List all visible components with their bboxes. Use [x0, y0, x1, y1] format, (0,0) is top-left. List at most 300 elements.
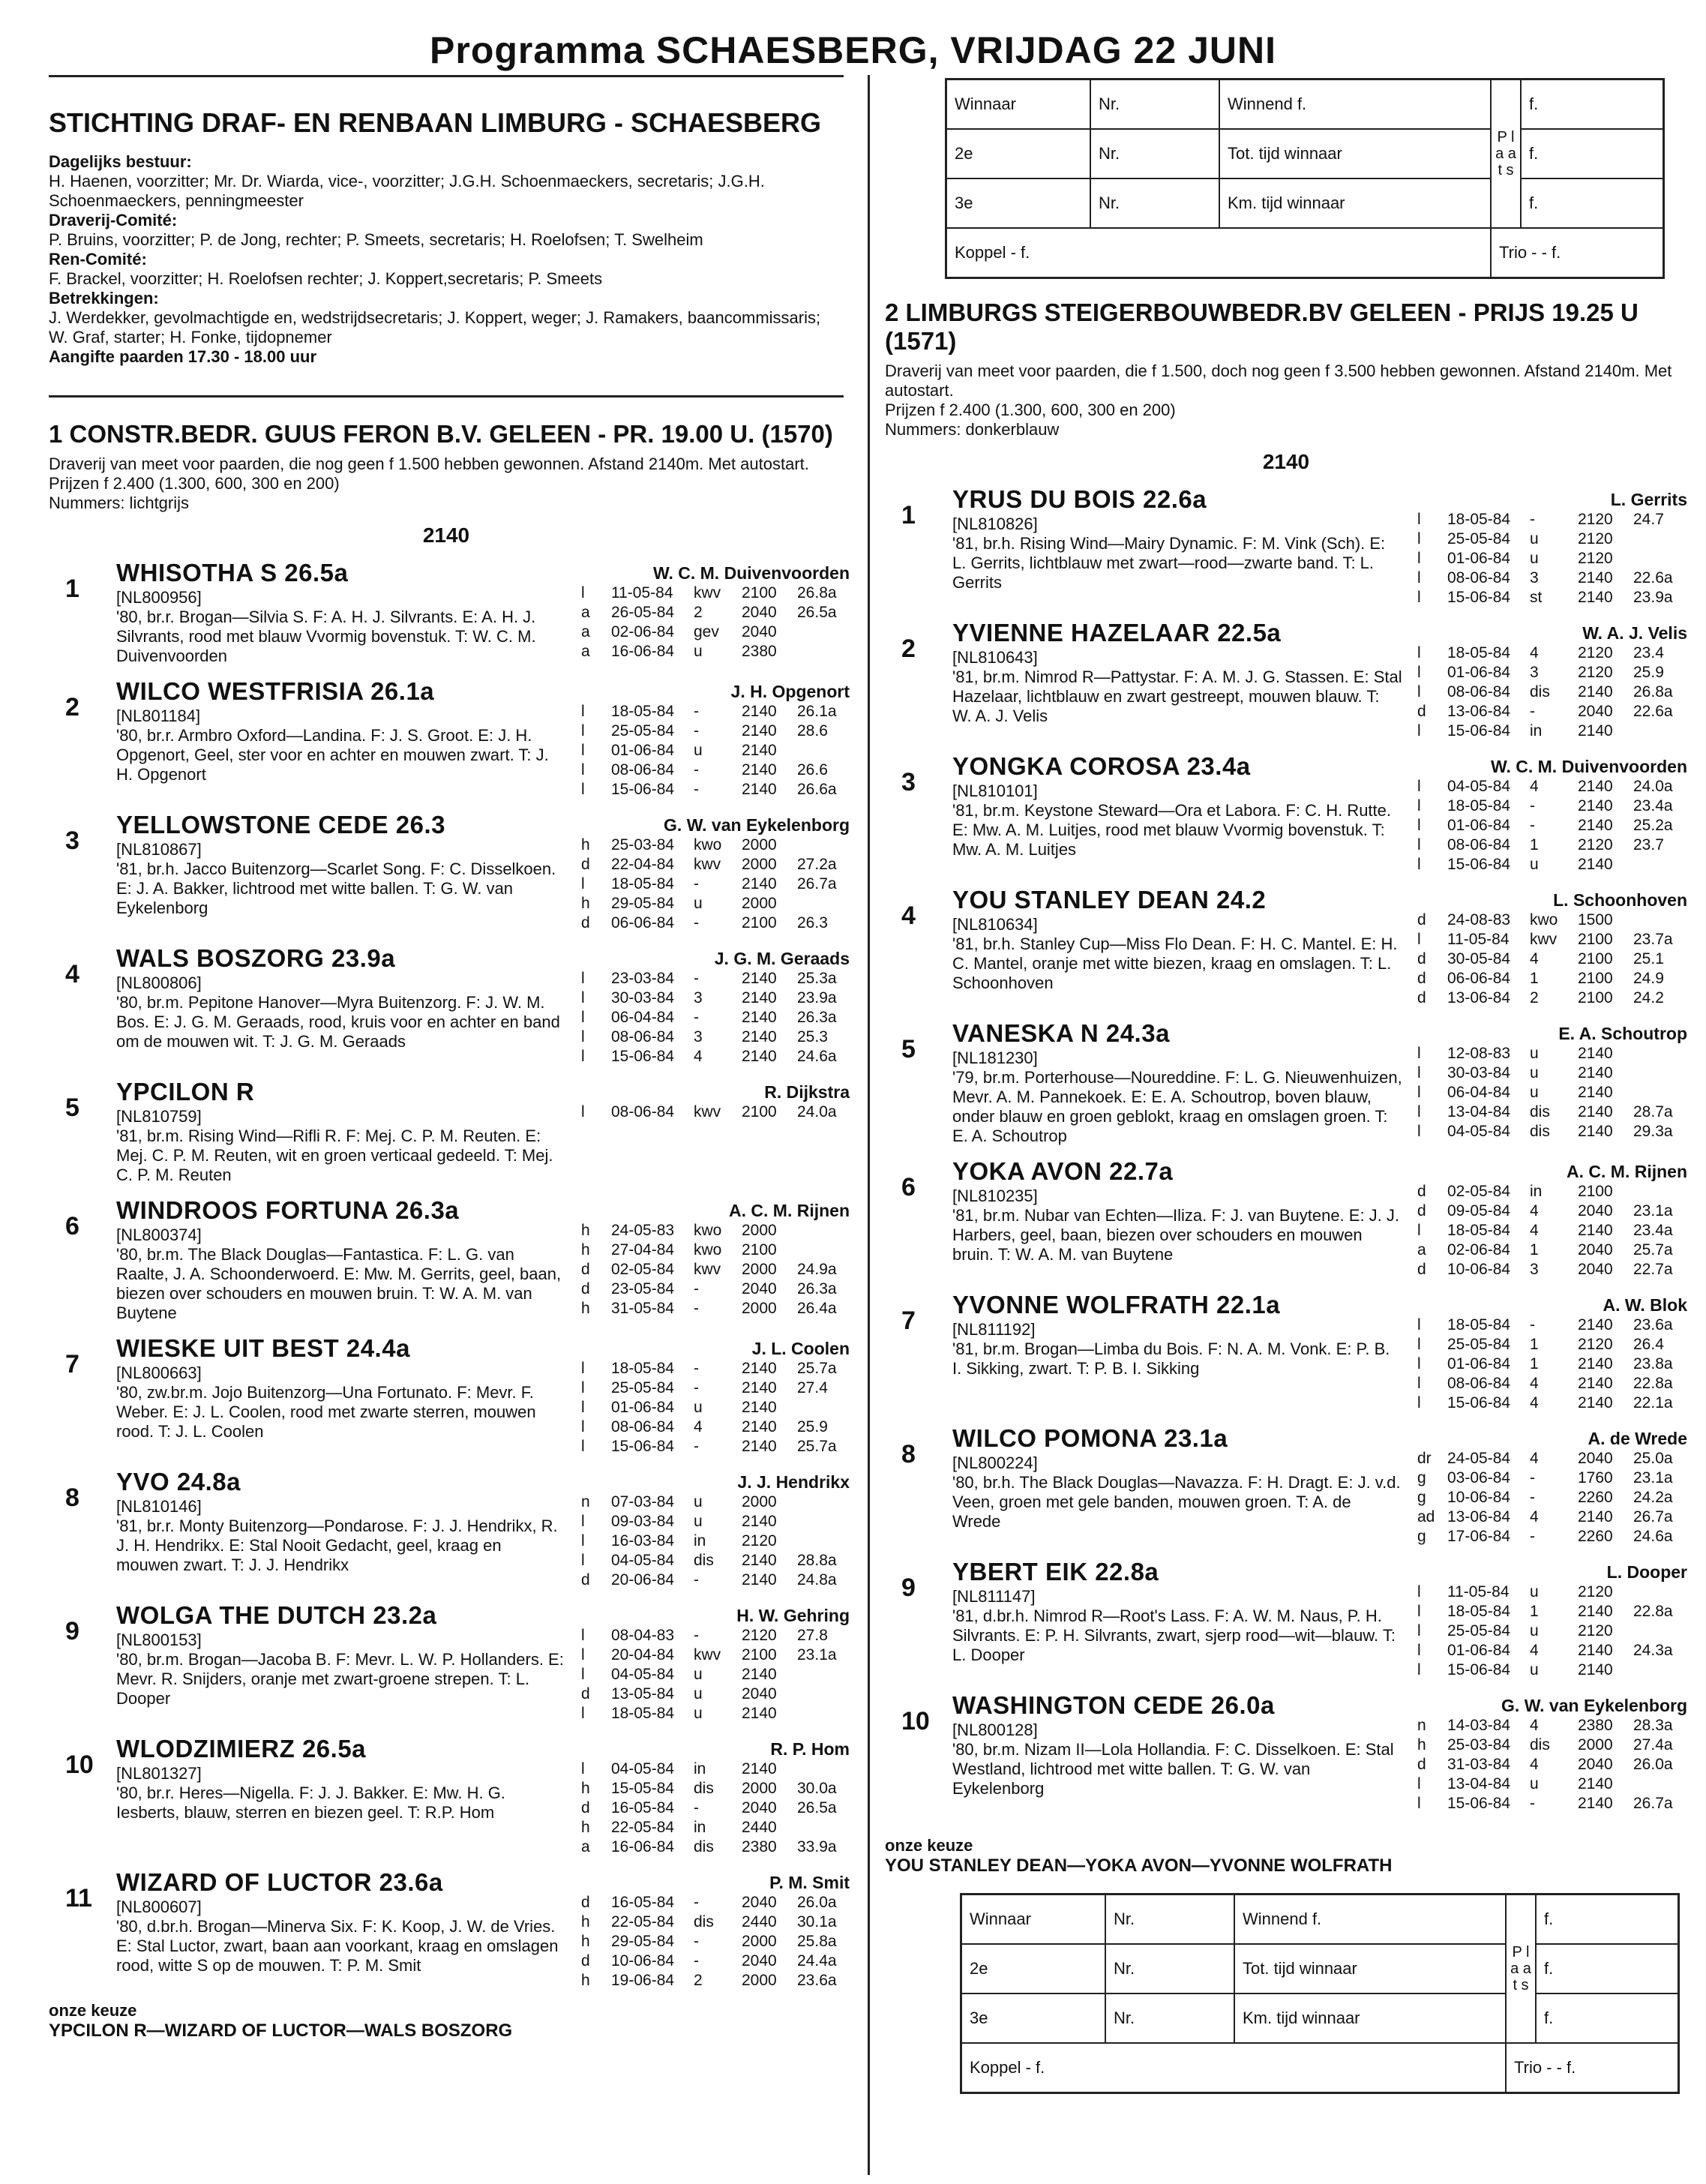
result: -	[1530, 1528, 1535, 1545]
ren-text: F. Brackel, voorzitter; H. Roelofsen rechter; J. Koppert,secretaris; P. Smeets	[49, 269, 603, 288]
track-code: d	[1417, 1261, 1426, 1278]
km-time: 23.7a	[1633, 931, 1673, 948]
track-code: d	[581, 856, 590, 873]
track-code: d	[581, 1799, 590, 1816]
result: 4	[1530, 950, 1539, 968]
horse-name: WLODZIMIERZ 26.5a	[116, 1735, 367, 1762]
track-code: h	[581, 1300, 590, 1317]
km-time: 22.7a	[1633, 1261, 1673, 1278]
track-code: l	[1417, 1583, 1421, 1600]
horse-info	[116, 558, 566, 666]
draverij-label: Draverij-Comité:	[49, 211, 178, 230]
result: u	[1530, 1064, 1539, 1082]
race1-horse-list	[49, 558, 850, 1990]
horse-description: '80, zw.br.m. Jojo Buitenzorg—Una Fortunato. F: Mevr. F. Weber. E: J. L. Coolen, rood met zwarte sterren, mouwen rood. T: J. L. Coolen	[116, 1383, 536, 1441]
horse-performances	[1402, 1290, 1687, 1413]
km-time	[797, 1684, 850, 1704]
ren-label: Ren-Comité:	[49, 250, 147, 268]
horse-registration: [NL800224]	[952, 1454, 1038, 1472]
result: 4	[1530, 1375, 1539, 1392]
result: u	[1530, 1084, 1539, 1101]
km-time: 30.0a	[797, 1780, 837, 1797]
km-time	[797, 1240, 850, 1260]
race-date: 01-06-84	[1447, 550, 1511, 567]
track-code: d	[581, 1261, 590, 1278]
performance-row	[1417, 1716, 1687, 1736]
race-date: 15-06-84	[1447, 1795, 1511, 1812]
track-code: h	[581, 895, 590, 912]
horse-entry	[885, 1424, 1687, 1546]
race-date: 16-05-84	[611, 1799, 675, 1816]
performance-row	[581, 1570, 850, 1590]
horse-info	[116, 1334, 566, 1456]
form-tweede: 2e	[961, 1944, 1106, 1994]
race-distance: 2140	[1578, 569, 1613, 586]
performance-row	[581, 1398, 850, 1418]
horse-trainer: E. A. Schoutrop	[1558, 1024, 1687, 1043]
track-code: l	[581, 1666, 585, 1683]
race-date: 11-05-84	[1447, 931, 1510, 948]
horse-trainer: R. P. Hom	[770, 1739, 850, 1759]
race2-keuze: YOU STANLEY DEAN—YOKA AVON—YVONNE WOLFRATH	[885, 1856, 1393, 1876]
horse-name: WALS BOSZORG 23.9a	[116, 944, 396, 972]
horse-registration: [NL810759]	[116, 1107, 202, 1126]
km-time	[797, 1704, 850, 1724]
km-time: 23.8a	[1633, 1355, 1673, 1372]
result: -	[694, 1360, 699, 1377]
track-code: l	[1417, 1375, 1421, 1392]
form-plaats: P l a a t s	[1506, 1894, 1536, 2044]
race-distance: 2040	[742, 623, 777, 640]
result: 4	[1530, 644, 1539, 662]
horse-number: 1	[901, 501, 916, 530]
form-tot-tijd: Tot. tijd winnaar	[1219, 129, 1491, 178]
race2-title: 2 LIMBURGS STEIGERBOUWBEDR.BV GELEEN - PRIJS 19.25 U (1571)	[885, 298, 1639, 355]
km-time: 25.3a	[797, 970, 837, 987]
horse-number: 4	[65, 960, 79, 988]
performance-row	[581, 1798, 850, 1818]
track-code: d	[581, 914, 590, 932]
track-code: l	[1417, 931, 1421, 948]
track-code: l	[1417, 1103, 1421, 1120]
form-f: f.	[1536, 1994, 1679, 2043]
result: in	[694, 1760, 706, 1778]
horse-registration: [NL810643]	[952, 648, 1038, 667]
result: 3	[1530, 664, 1539, 681]
km-time: 26.3a	[797, 1009, 837, 1026]
result: 4	[1530, 1508, 1539, 1526]
race-distance: 2140	[1578, 1103, 1613, 1120]
horse-description: '81, br.m. Nubar van Echten—Iliza. F: J. van Buytene. E: J. J. Harbers, geel, baan, biezen over schouders en mouwen bruin. T: W. A. M. van Buytene	[952, 1206, 1400, 1264]
km-time: 24.4a	[797, 1952, 837, 1970]
race-date: 24-05-84	[1447, 1450, 1511, 1467]
performance-row	[581, 1932, 850, 1952]
track-code: d	[1417, 1756, 1426, 1773]
track-code: h	[581, 1972, 590, 1989]
km-time: 27.4a	[1633, 1736, 1673, 1754]
race-distance: 2000	[742, 1493, 777, 1510]
form-plaats: P l a a t s	[1491, 80, 1521, 229]
form-derde: 3e	[946, 178, 1091, 228]
result: kwo	[694, 1222, 722, 1239]
horse-info	[952, 1557, 1402, 1680]
race-date: 06-04-84	[1447, 1084, 1511, 1101]
race-date: 22-05-84	[611, 1819, 675, 1836]
horse-number: 8	[901, 1440, 916, 1468]
horse-trainer: J. H. Opgenort	[730, 682, 850, 701]
horse-entry	[49, 676, 850, 800]
race-distance: 2140	[742, 1552, 777, 1569]
track-code: l	[581, 1760, 585, 1778]
km-time: 24.0a	[1633, 778, 1673, 795]
horse-performances	[566, 1196, 850, 1323]
track-code: l	[1417, 664, 1421, 681]
km-time: 26.7a	[1633, 1795, 1673, 1812]
race-date: 25-03-84	[1447, 1736, 1511, 1754]
track-code: l	[581, 989, 585, 1006]
horse-registration: [NL801184]	[116, 706, 201, 725]
horse-entry	[49, 810, 850, 933]
km-time: 25.7a	[797, 1438, 837, 1455]
race-distance: 2040	[742, 1685, 777, 1702]
race-distance: 1760	[1578, 1469, 1613, 1486]
result: -	[694, 1571, 699, 1588]
result: -	[1530, 817, 1535, 834]
horse-entry	[49, 1734, 850, 1857]
km-time: 24.8a	[797, 1571, 837, 1588]
race-distance: 2140	[742, 1571, 777, 1588]
horse-info	[952, 885, 1402, 1008]
result: 4	[1530, 1202, 1539, 1220]
track-code: l	[581, 742, 585, 759]
horse-name: YELLOWSTONE CEDE 26.3	[116, 811, 445, 838]
performance-row	[1417, 1774, 1687, 1794]
betrekkingen-text: J. Werdekker, gevolmachtigde en, wedstrijdsecretaris; J. Koppert, weger; J. Ramakers, baancommissaris; W. Graf, starter; H. Fonke, tijdopnemer	[49, 308, 821, 346]
track-code: a	[581, 1838, 590, 1856]
horse-info	[952, 1156, 1402, 1280]
performance-row	[581, 1626, 850, 1646]
performance-row	[581, 1684, 850, 1704]
race-date: 01-06-84	[1447, 1355, 1511, 1372]
horse-entry	[885, 1018, 1687, 1146]
track-code: d	[1417, 989, 1426, 1006]
race-distance: 2140	[742, 1399, 777, 1416]
race-distance: 2140	[1578, 1795, 1613, 1812]
performance-row	[581, 1838, 850, 1857]
horse-name: YVO 24.8a	[116, 1468, 241, 1496]
race-date: 09-05-84	[1447, 1202, 1511, 1220]
race-date: 02-05-84	[611, 1261, 675, 1278]
form-km-tijd: Km. tijd winnaar	[1234, 1994, 1506, 2043]
race-distance: 2140	[1578, 778, 1613, 795]
horse-trainer: W. A. J. Velis	[1582, 623, 1687, 643]
race-distance: 2140	[1578, 722, 1613, 740]
result: dis	[694, 1780, 714, 1797]
race-date: 24-08-83	[1447, 911, 1511, 928]
horse-number: 5	[65, 1094, 79, 1122]
race-date: 16-03-84	[611, 1532, 675, 1550]
performance-row	[1417, 1354, 1687, 1374]
track-code: l	[1417, 797, 1421, 814]
performance-row	[1417, 1736, 1687, 1755]
race2-numbers: Nummers: donkerblauw	[885, 420, 1060, 439]
race-date: 15-06-84	[1447, 589, 1511, 606]
result: dis	[694, 1552, 714, 1569]
result: 4	[694, 1048, 703, 1065]
result: u	[1530, 1583, 1539, 1600]
track-code: l	[581, 1646, 585, 1664]
horse-description: '79, br.m. Porterhouse—Noureddine. F: L. G. Nieuwenhuizen, Mevr. A. M. Pannekoek. E: E. A. Schoutrop, boven blauw, onder blauw en groen geblokt, kraag en omslagen groen. T: E. A. Schoutrop	[952, 1068, 1402, 1145]
horse-trainer: A. de Wrede	[1588, 1429, 1687, 1448]
horse-performances	[1402, 484, 1687, 608]
horse-registration: [NL810867]	[116, 840, 202, 859]
track-code: l	[1417, 683, 1421, 700]
km-time	[797, 1665, 850, 1684]
result: in	[1530, 722, 1543, 740]
race-distance: 2040	[1578, 1202, 1613, 1220]
performance-row	[1417, 1641, 1687, 1660]
horse-registration: [NL811147]	[952, 1587, 1036, 1606]
track-code: l	[1417, 856, 1421, 873]
track-code: l	[581, 1418, 585, 1436]
result: kwv	[1530, 931, 1558, 948]
result: 1	[1530, 1241, 1539, 1258]
horse-name: YBERT EIK 22.8a	[952, 1558, 1159, 1586]
result: -	[1530, 797, 1535, 814]
performance-row	[581, 702, 850, 722]
performance-row	[1417, 796, 1687, 816]
horse-performances	[566, 1868, 850, 1990]
race-date: 25-05-84	[1447, 1336, 1511, 1353]
horse-entry	[49, 558, 850, 666]
race-distance: 2140	[742, 1513, 777, 1530]
track-code: a	[1417, 1241, 1426, 1258]
track-code: l	[1417, 1603, 1421, 1620]
result: -	[694, 1009, 699, 1026]
race-distance: 2440	[742, 1913, 777, 1930]
form-tweede: 2e	[946, 129, 1091, 178]
race-distance: 2140	[1578, 1123, 1613, 1140]
race-distance: 2140	[742, 970, 777, 987]
km-time: 26.7a	[1633, 1508, 1673, 1526]
race-date: 04-05-84	[611, 1552, 675, 1569]
race-distance: 2140	[1578, 683, 1613, 700]
horse-info	[116, 1868, 566, 1990]
horse-description: '80, br.r. Armbro Oxford—Landina. F: J. S. Groot. E: J. H. Opgenort, Geel, ster voor en achter en mouwen zwart. T: J. H. Opgenort	[116, 726, 549, 784]
form-koppel: Koppel - f.	[961, 2043, 1507, 2093]
track-code: l	[581, 1048, 585, 1065]
race1-prizes: Prijzen f 2.400 (1.300, 600, 300 en 200)	[49, 474, 340, 493]
result: 3	[1530, 1261, 1539, 1278]
performance-row	[581, 1260, 850, 1280]
performance-row	[581, 1665, 850, 1684]
track-code: l	[581, 1103, 585, 1120]
race-distance: 2040	[742, 1952, 777, 1970]
km-time: 26.5a	[797, 604, 837, 621]
horse-info	[952, 484, 1402, 608]
race2-conditions: Draverij van meet voor paarden, die f 1.500, doch nog geen f 3.500 hebben gewonnen. Afstand 2140m. Met autostart.	[885, 362, 1672, 400]
performance-row	[581, 1240, 850, 1260]
draverij-text: P. Bruins, voorzitter; P. de Jong, rechter; P. Smeets, secretaris; H. Roelofsen; T. Swelheim	[49, 230, 703, 249]
race-date: 11-05-84	[611, 584, 673, 602]
race-distance: 2140	[1578, 1355, 1613, 1372]
race-date: 04-05-84	[1447, 1123, 1511, 1140]
result: -	[1530, 703, 1535, 720]
race-date: 15-05-84	[611, 1780, 675, 1797]
race-distance: 2120	[1578, 1583, 1613, 1600]
track-code: l	[581, 1513, 585, 1530]
km-time	[797, 1818, 850, 1838]
performance-row	[581, 1359, 850, 1378]
race-date: 13-04-84	[1447, 1775, 1511, 1792]
km-time: 27.8	[797, 1627, 828, 1644]
km-time	[797, 642, 850, 662]
race-distance: 2100	[742, 584, 777, 602]
race-distance: 2140	[742, 1048, 777, 1065]
track-code: l	[1417, 1661, 1421, 1678]
race-date: 06-06-84	[1447, 970, 1511, 987]
horse-description: '81, br.h. Jacco Buitenzorg—Scarlet Song. F: C. Disselkoen. E: J. A. Bakker, lichtrood met witte ballen. T: G. W. van Eykelenborg	[116, 860, 556, 917]
race-distance: 2040	[1578, 1756, 1613, 1773]
horse-info	[952, 1690, 1402, 1814]
horse-number: 2	[65, 693, 79, 722]
horse-performances	[566, 1334, 850, 1456]
km-time	[797, 1492, 850, 1512]
form-f: f.	[1521, 80, 1664, 130]
horse-description: '80, br.r. Brogan—Silvia S. F: A. H. J. Silvrants. E: A. H. J. Silvrants, rood met blauw Vvormig bovenstuk. T: W. C. M. Duivenvoorden	[116, 608, 536, 665]
track-code: l	[581, 1028, 585, 1046]
performance-row	[1417, 1468, 1687, 1488]
race-distance: 1500	[1578, 911, 1613, 928]
race-distance: 2140	[742, 1705, 777, 1722]
race-distance: 2140	[1578, 1316, 1613, 1334]
horse-number: 6	[901, 1173, 916, 1202]
performance-row	[1417, 910, 1687, 930]
race-date: 30-03-84	[611, 989, 675, 1006]
horse-number: 2	[901, 634, 916, 663]
performance-row	[581, 1952, 850, 1971]
race-date: 18-05-84	[611, 875, 675, 892]
race1-title: 1 CONSTR.BEDR. GUUS FERON B.V. GELEEN - PR. 19.00 U. (1570)	[49, 420, 833, 448]
race-date: 06-06-84	[611, 914, 675, 932]
horse-registration: [NL800663]	[116, 1364, 202, 1382]
horse-performances	[566, 1467, 850, 1590]
km-time	[1633, 1660, 1686, 1680]
race-distance: 2000	[742, 1222, 777, 1239]
km-time	[1633, 1774, 1686, 1794]
race-date: 25-05-84	[1447, 530, 1511, 548]
horse-registration: [NL810235]	[952, 1186, 1038, 1205]
result: 3	[694, 989, 703, 1006]
race-date: 25-05-84	[1447, 1622, 1511, 1640]
horse-performances	[566, 810, 850, 933]
performance-row	[581, 1221, 850, 1240]
race1-conditions: Draverij van meet voor paarden, die nog geen f 1.500 hebben gewonnen. Afstand 2140m. Met autostart.	[49, 454, 809, 473]
horse-name: WHISOTHA S 26.5a	[116, 559, 349, 586]
performance-row	[581, 1047, 850, 1066]
form-winnaar: Winnaar	[961, 1894, 1106, 1945]
race-distance: 2100	[742, 1103, 777, 1120]
performance-row	[1417, 1335, 1687, 1354]
result: u	[1530, 550, 1539, 567]
form-winnend: Winnend f.	[1219, 80, 1491, 130]
race-distance: 2000	[742, 895, 777, 912]
km-time: 26.0a	[797, 1894, 837, 1911]
race-date: 08-06-84	[611, 1103, 675, 1120]
result: -	[1530, 1795, 1535, 1812]
race-distance: 2140	[1578, 797, 1613, 814]
result: u	[1530, 1775, 1539, 1792]
race-date: 31-03-84	[1447, 1756, 1511, 1773]
km-time: 24.2	[1633, 989, 1664, 1006]
result: 2	[694, 1972, 703, 1989]
horse-trainer: J. L. Coolen	[751, 1339, 850, 1358]
form-winnend: Winnend f.	[1234, 1894, 1506, 1945]
horse-name: WIESKE UIT BEST 24.4a	[116, 1334, 410, 1362]
track-code: l	[581, 1552, 585, 1569]
performance-row	[1417, 1794, 1687, 1814]
race-distance: 2140	[1578, 589, 1613, 606]
performance-row	[1417, 1316, 1687, 1335]
race-distance: 2040	[742, 1799, 777, 1816]
km-time: 25.8a	[797, 1933, 837, 1950]
form-tot-tijd: Tot. tijd winnaar	[1234, 1944, 1506, 1994]
km-time: 24.9a	[797, 1261, 837, 1278]
horse-description: '81, br.h. Stanley Cup—Miss Flo Dean. F: H. C. Mantel. E: H. C. Mantel, oranje met witte biezen, kraag en omslagen. T: L. Schoonhoven	[952, 934, 1398, 992]
race2-keuze-label: onze keuze	[885, 1836, 973, 1855]
race-date: 08-06-84	[611, 1028, 675, 1046]
track-code: h	[581, 1222, 590, 1239]
race-distance: 2140	[742, 989, 777, 1006]
km-time	[797, 1512, 850, 1532]
race-distance: 2140	[1578, 1775, 1613, 1792]
horse-number: 3	[901, 768, 916, 796]
horse-description: '80, br.m. The Black Douglas—Fantastica. F: L. G. van Raalte, J. A. Schoonderwoerd. E: Mw. M. Gerrits, geel, baan, biezen over schouders en mouwen bruin. T: W. A. M. van Buytene	[116, 1245, 562, 1322]
horse-trainer: A. C. M. Rijnen	[729, 1201, 850, 1220]
race-distance: 2380	[742, 1838, 777, 1856]
km-time: 25.7a	[1633, 1241, 1673, 1258]
horse-registration: [NL801327]	[116, 1764, 202, 1783]
km-time	[1633, 1044, 1686, 1064]
race-date: 17-06-84	[1447, 1528, 1511, 1545]
result: u	[694, 1666, 703, 1683]
race-date: 11-05-84	[1447, 1583, 1510, 1600]
race-date: 19-06-84	[611, 1972, 675, 1989]
form-derde: 3e	[961, 1994, 1106, 2043]
km-time: 26.4	[1633, 1336, 1664, 1353]
horse-description: '80, d.br.h. Brogan—Minerva Six. F: K. Koop, J. W. de Vries. E: Stal Luctor, zwart, baan aan voorkant, kraag en omslagen rood, witte S op de mouwen. T: P. M. Smit	[116, 1917, 559, 1975]
race-date: 03-06-84	[1447, 1469, 1511, 1486]
horse-description: '80, br.m. Nizam II—Lola Hollandia. F: C. Disselkoen. E: Stal Westland, lichtrood met witte ballen. T: G. W. van Eykelenborg	[952, 1740, 1394, 1798]
track-code: d	[1417, 1202, 1426, 1220]
performance-row	[1417, 510, 1687, 530]
race2-distance: 2140	[1262, 450, 1310, 473]
race-distance: 2140	[1578, 1084, 1613, 1101]
horse-performances	[566, 1077, 850, 1185]
result: -	[694, 1933, 699, 1950]
form-winnaar: Winnaar	[946, 80, 1091, 130]
result: u	[694, 1705, 703, 1722]
km-time: 23.1a	[1633, 1469, 1673, 1486]
result: in	[694, 1819, 706, 1836]
track-code: l	[1417, 817, 1421, 834]
horse-name: WILCO WESTFRISIA 26.1a	[116, 677, 435, 705]
race-distance: 2260	[1578, 1528, 1613, 1545]
result: in	[1530, 1183, 1543, 1200]
km-time: 22.8a	[1633, 1375, 1673, 1392]
km-time	[1633, 910, 1686, 930]
horse-registration: [NL810634]	[952, 915, 1038, 934]
